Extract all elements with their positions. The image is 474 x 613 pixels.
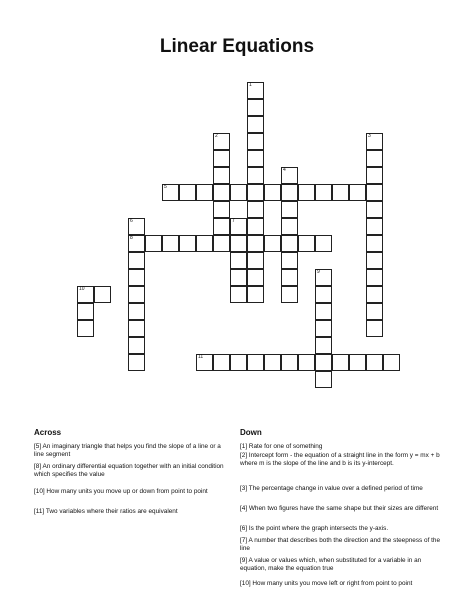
down-heading: Down [240,428,262,437]
grid-cell[interactable] [366,184,383,201]
grid-cell[interactable] [281,252,298,269]
down-clue-3: [3] The percentage change in value over a defined period of time [240,485,423,492]
grid-cell[interactable] [315,320,332,337]
grid-cell[interactable] [298,184,315,201]
grid-cell[interactable] [349,354,366,371]
down-clue-7: [7] A number that describes both the direction and the steepness of the line [240,537,441,553]
grid-cell[interactable] [366,303,383,320]
down-clue-9: [9] A value or values which, when substituted for a variable in an equation, make the equation true [240,557,422,573]
grid-cell[interactable] [281,167,298,184]
grid-cell[interactable] [366,354,383,371]
grid-cell[interactable] [128,252,145,269]
grid-cell[interactable] [128,354,145,371]
grid-cell[interactable] [230,235,247,252]
grid-cell[interactable] [366,150,383,167]
grid-cell[interactable] [264,235,281,252]
grid-cell[interactable] [196,354,213,371]
grid-cell[interactable] [128,303,145,320]
grid-cell[interactable] [247,150,264,167]
grid-cell[interactable] [315,303,332,320]
grid-cell[interactable] [128,235,145,252]
down-clue-4: [4] When two figures have the same shape but their sizes are different [240,505,439,512]
down-clue-2: [2] Intercept form - the equation of a straight line in the form y = mx + b where m is the slope of the line and b is its y-intercept. [240,452,440,468]
grid-cell[interactable] [366,167,383,184]
grid-cell[interactable] [196,235,213,252]
grid-cell[interactable] [162,184,179,201]
grid-cell[interactable] [366,320,383,337]
grid-cell[interactable] [247,133,264,150]
grid-cell[interactable] [213,235,230,252]
grid-cell[interactable] [247,116,264,133]
cell-number: 8 [130,235,133,241]
grid-cell[interactable] [315,235,332,252]
grid-cell[interactable] [247,354,264,371]
grid-cell[interactable] [315,269,332,286]
grid-cell[interactable] [281,354,298,371]
grid-cell[interactable] [94,286,111,303]
grid-cell[interactable] [213,354,230,371]
grid-cell[interactable] [77,286,94,303]
grid-cell[interactable] [366,218,383,235]
grid-cell[interactable] [213,218,230,235]
grid-cell[interactable] [315,184,332,201]
across-clue-11: [11] Two variables where their ratios are equivalent [34,508,178,515]
grid-cell[interactable] [281,218,298,235]
grid-cell[interactable] [162,235,179,252]
grid-cell[interactable] [77,320,94,337]
grid-cell[interactable] [366,235,383,252]
grid-cell[interactable] [247,201,264,218]
grid-cell[interactable] [281,269,298,286]
grid-cell[interactable] [264,184,281,201]
grid-cell[interactable] [298,235,315,252]
grid-cell[interactable] [230,354,247,371]
cell-number: 7 [232,218,235,224]
grid-cell[interactable] [315,337,332,354]
page-title: Linear Equations [159,36,315,57]
grid-cell[interactable] [213,184,230,201]
grid-cell[interactable] [366,269,383,286]
grid-cell[interactable] [128,337,145,354]
down-clue-6: [6] Is the point where the graph intersects the y-axis. [240,525,389,532]
grid-cell[interactable] [315,371,332,388]
grid-cell[interactable] [332,354,349,371]
grid-cell[interactable] [128,320,145,337]
across-clue-10: [10] How many units you move up or down from point to point [34,488,208,495]
grid-cell[interactable] [366,252,383,269]
grid-cell[interactable] [264,354,281,371]
grid-cell[interactable] [179,184,196,201]
grid-cell[interactable] [128,286,145,303]
cell-number: 9 [317,269,320,275]
grid-cell[interactable] [213,150,230,167]
cell-number: 2 [215,133,218,139]
grid-cell[interactable] [315,354,332,371]
grid-cell[interactable] [230,269,247,286]
grid-cell[interactable] [230,286,247,303]
grid-cell[interactable] [247,218,264,235]
grid-cell[interactable] [366,201,383,218]
grid-cell[interactable] [230,218,247,235]
grid-cell[interactable] [213,167,230,184]
across-clue-5: [5] An imaginary triangle that helps you find the slope of a line or a line segment [34,443,221,459]
grid-cell[interactable] [128,269,145,286]
cell-number: 5 [164,184,167,190]
grid-cell[interactable] [230,184,247,201]
grid-cell[interactable] [281,201,298,218]
grid-cell[interactable] [315,286,332,303]
grid-cell[interactable] [247,235,264,252]
grid-cell[interactable] [298,354,315,371]
grid-cell[interactable] [247,252,264,269]
grid-cell[interactable] [383,354,400,371]
grid-cell[interactable] [281,235,298,252]
grid-cell[interactable] [196,184,213,201]
cell-number: 1 [249,82,252,88]
grid-cell[interactable] [247,269,264,286]
cell-number: 10 [79,286,85,292]
grid-cell[interactable] [366,286,383,303]
grid-cell[interactable] [213,133,230,150]
grid-cell[interactable] [213,201,230,218]
grid-cell[interactable] [247,82,264,99]
cell-number: 6 [130,218,133,224]
grid-cell[interactable] [247,99,264,116]
grid-cell[interactable] [332,184,349,201]
cell-number: 4 [283,167,286,173]
grid-cell[interactable] [366,133,383,150]
grid-cell[interactable] [281,286,298,303]
across-clue-8: [8] An ordinary differential equation together with an initial condition which specifies the value [34,463,224,479]
grid-cell[interactable] [145,235,162,252]
grid-cell[interactable] [247,184,264,201]
grid-cell[interactable] [349,184,366,201]
down-clue-10: [10] How many units you move left or right from point to point [240,580,413,587]
across-heading: Across [34,428,62,437]
grid-cell[interactable] [230,252,247,269]
cell-number: 3 [368,133,371,139]
grid-cell[interactable] [179,235,196,252]
grid-cell[interactable] [247,167,264,184]
grid-cell[interactable] [281,184,298,201]
grid-cell[interactable] [247,286,264,303]
grid-cell[interactable] [128,218,145,235]
grid-cell[interactable] [77,303,94,320]
cell-number: 11 [198,354,204,360]
down-clue-1: [1] Rate for one of something [240,443,323,450]
